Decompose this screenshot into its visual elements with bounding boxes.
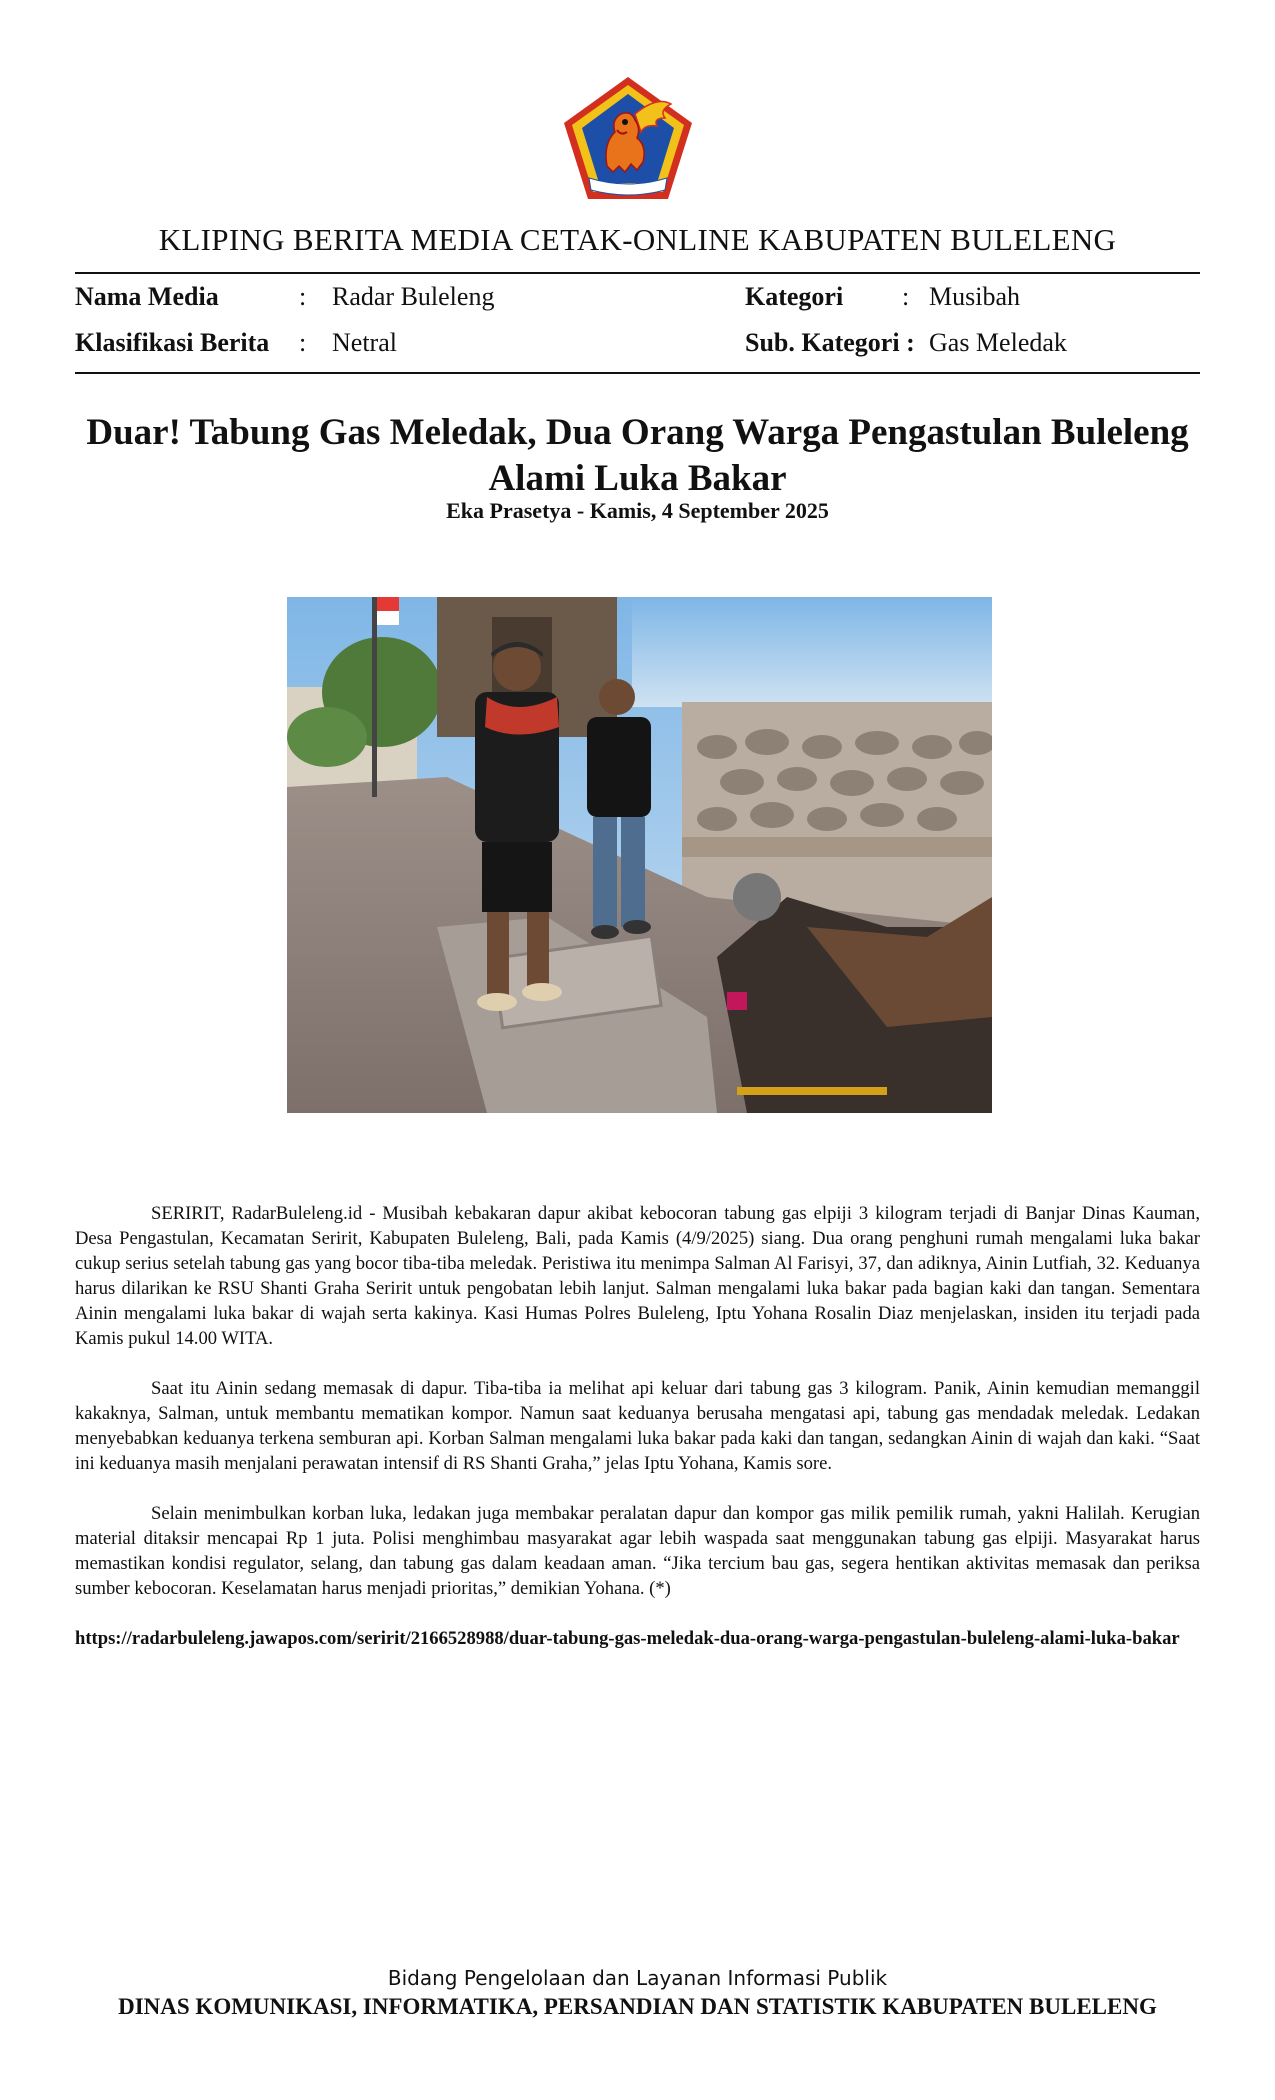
headline-line-1: Duar! Tabung Gas Meledak, Dua Orang Warga Pengastulan Buleleng — [86, 412, 1189, 453]
article-paragraph-3: Selain menimbulkan korban luka, ledakan juga membakar peralatan dapur dan kompor gas milik pemilik rumah, yakni Halilah. Kerugian material ditaksir mencapai Rp 1 juta. Polisi menghimbau masyarakat agar lebih waspada saat menggunakan tabung gas elpiji. Masyarakat harus memastikan kondisi regulator, selang, dan tabung gas dalam keadaan aman. “Jika tercium bau gas, segera hentikan aktivitas memasak dan periksa sumber kebocoran. Keselamatan harus menjadi prioritas,” demikian Yohana. (*) — [75, 1503, 1200, 1599]
media-label: Nama Media — [75, 282, 219, 311]
subcategory-value: Gas Meledak — [929, 328, 1067, 357]
article-byline: Eka Prasetya - Kamis, 4 September 2025 — [446, 498, 829, 523]
classification-value: Netral — [332, 328, 397, 357]
source-url-link[interactable]: https://radarbuleleng.jawapos.com/seririt/2166528988/duar-tabung-gas-meledak-dua-orang-warga-pengastulan-buleleng-alami-luka-bakar — [75, 1628, 1180, 1649]
article-paragraph-2: Saat itu Ainin sedang memasak di dapur. Tiba-tiba ia melihat api keluar dari tabung gas 3 kilogram. Panik, Ainin kemudian memanggil kakaknya, Salman, untuk membantu mematikan kompor. Namun saat keduanya berusaha mengatasi api, tabung gas mendadak meledak. Ledakan menyebabkan keduanya terkena semburan api. Korban Salman mengalami luka bakar pada kaki dan tangan, sedangkan Ainin di wajah dan kaki. “Saat ini keduanya masih menjalani perawatan intensif di RS Shanti Graha,” jelas Iptu Yohana, Kamis sore. — [75, 1378, 1200, 1474]
category-colon: : — [902, 282, 910, 311]
meta-row-media — [75, 282, 1200, 316]
article-body — [75, 1201, 1200, 1651]
footer-agency: DINAS KOMUNIKASI, INFORMATIKA, PERSANDIAN DAN STATISTIK KABUPATEN BULELENG — [118, 1994, 1157, 2019]
article-headline — [75, 410, 1200, 502]
buleleng-emblem-logo — [561, 74, 695, 202]
meta-row-classification — [75, 328, 1200, 362]
media-value: Radar Buleleng — [332, 282, 495, 311]
header-rule-bottom — [75, 372, 1200, 374]
subcategory-label: Sub. Kategori : — [745, 328, 915, 357]
category-value: Musibah — [929, 282, 1020, 311]
headline-line-2: Alami Luka Bakar — [488, 458, 787, 499]
footer-division: Bidang Pengelolaan dan Layanan Informasi Publik — [387, 1966, 888, 1990]
document-title: KLIPING BERITA MEDIA CETAK-ONLINE KABUPATEN BULELENG — [158, 222, 1117, 257]
news-photo — [287, 597, 992, 1113]
header-rule-top — [75, 272, 1200, 274]
classification-colon: : — [299, 328, 307, 357]
classification-label: Klasifikasi Berita — [75, 328, 270, 357]
media-colon: : — [299, 282, 307, 311]
category-label: Kategori — [745, 282, 844, 311]
article-paragraph-1: SERIRIT, RadarBuleleng.id - Musibah kebakaran dapur akibat kebocoran tabung gas elpiji 3 kilogram terjadi di Banjar Dinas Kauman, Desa Pengastulan, Kecamatan Seririt, Kabupaten Buleleng, Bali, pada Kamis (4/9/2025) siang. Dua orang penghuni rumah mengalami luka bakar cukup serius setelah tabung gas yang bocor tiba-tiba meledak. Peristiwa itu menimpa Salman Al Farisyi, 37, dan adiknya, Ainin Lutfiah, 32. Keduanya harus dilarikan ke RSU Shanti Graha Seririt untuk pengobatan lebih lanjut. Salman mengalami luka bakar pada bagian kaki dan tangan. Sementara Ainin mengalami luka bakar di wajah serta kakinya. Kasi Humas Polres Buleleng, Iptu Yohana Rosalin Diaz menjelaskan, insiden itu terjadi pada Kamis pukul 14.00 WITA. — [75, 1203, 1200, 1349]
